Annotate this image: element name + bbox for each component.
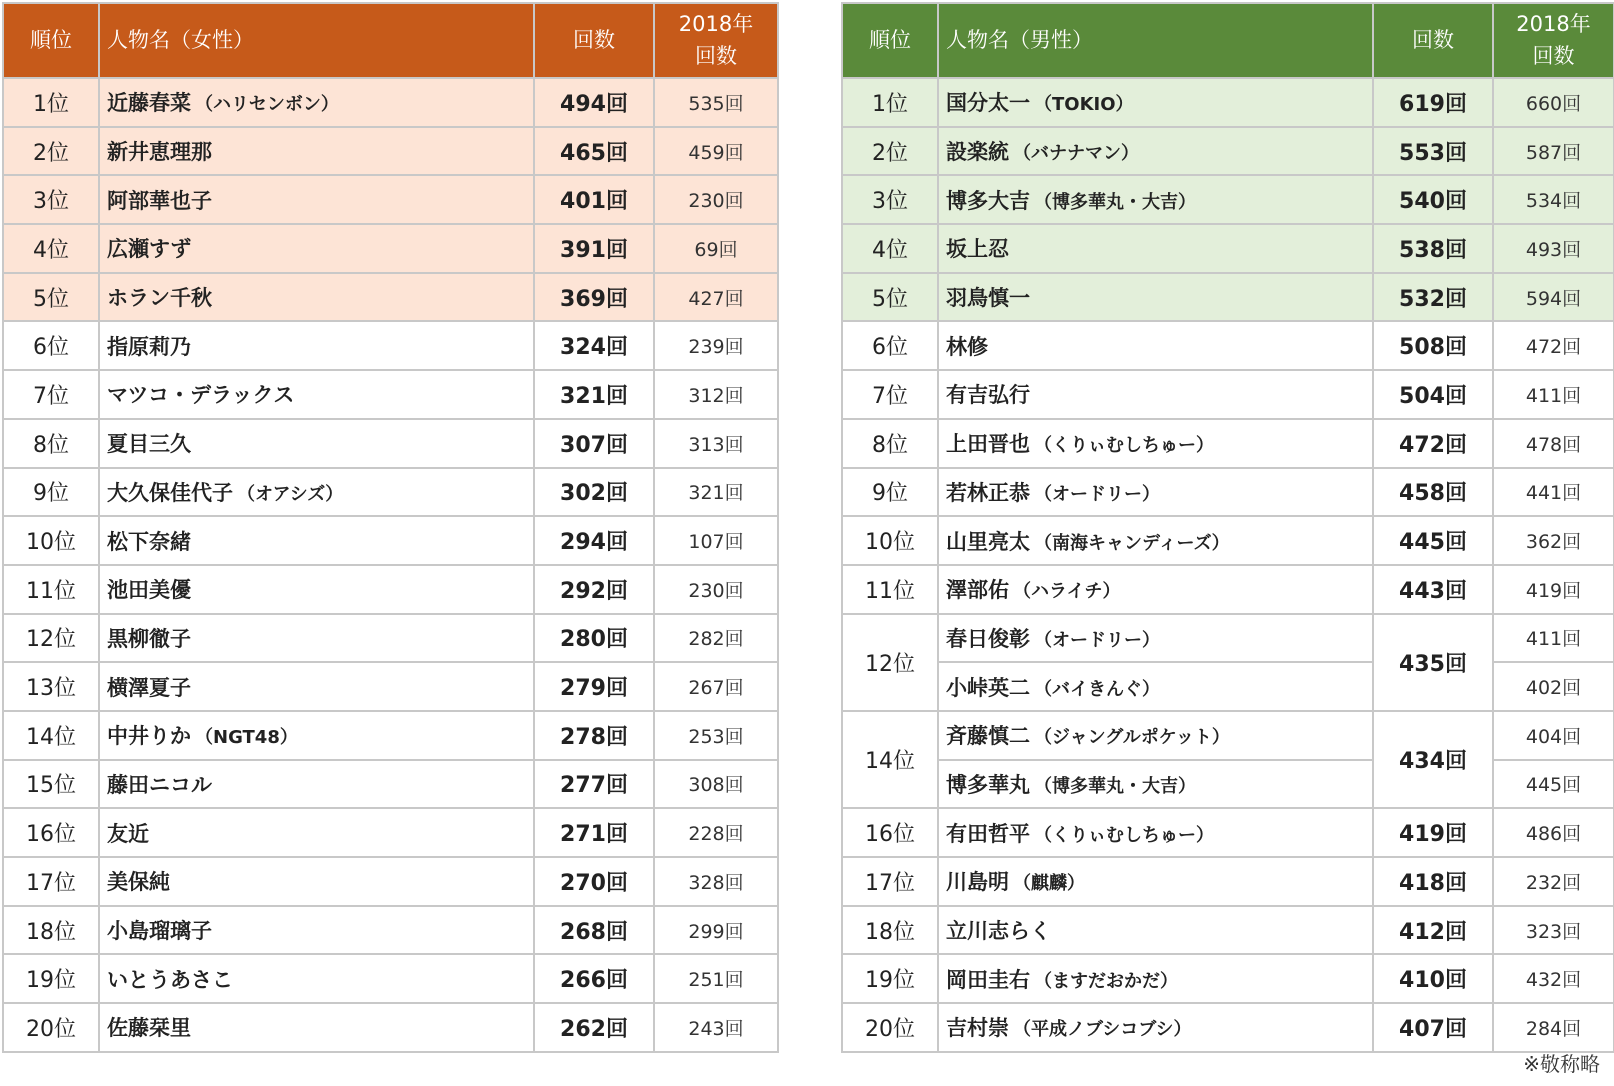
table-row <box>3 565 778 614</box>
person-name: 澤部佑 <box>946 578 1009 603</box>
name-cell <box>938 565 1373 614</box>
person-name: 羽鳥慎一 <box>946 286 1030 311</box>
prev-year-count-cell: 232回 <box>1493 857 1614 906</box>
table-row <box>3 857 778 906</box>
name-cell <box>938 370 1373 419</box>
count-cell: 540回 <box>1373 175 1493 224</box>
name-cell <box>99 614 534 663</box>
prev-year-count-cell: 323回 <box>1493 906 1614 955</box>
name-cell <box>938 516 1373 565</box>
name-cell <box>99 175 534 224</box>
person-name: 小峠英二 <box>946 675 1030 700</box>
name-cell <box>99 808 534 857</box>
affiliation: （くりぃむしちゅー） <box>1034 435 1214 457</box>
count-cell: 294回 <box>534 516 654 565</box>
prev-year-count-cell: 230回 <box>654 175 778 224</box>
rank-cell: 15位 <box>3 760 99 809</box>
rank-cell: 16位 <box>842 808 938 857</box>
prev-year-count-cell: 472回 <box>1493 321 1614 370</box>
person-name: 山里亮太 <box>946 529 1030 554</box>
table-row <box>3 273 778 322</box>
rank-cell: 18位 <box>842 906 938 955</box>
count-cell: 401回 <box>534 175 654 224</box>
name-cell <box>99 127 534 176</box>
prev-year-count-cell: 478回 <box>1493 419 1614 468</box>
rank-cell: 10位 <box>842 516 938 565</box>
table-row <box>3 760 778 809</box>
count-cell: 391回 <box>534 224 654 273</box>
prev-year-count-cell: 313回 <box>654 419 778 468</box>
person-name: マツコ・デラックス <box>107 383 295 408</box>
name-cell <box>99 760 534 809</box>
affiliation: （ますだおかだ） <box>1034 970 1178 992</box>
table-row <box>3 906 778 955</box>
name-cell <box>99 711 534 760</box>
prev-year-count-cell: 228回 <box>654 808 778 857</box>
prev-year-count-cell: 432回 <box>1493 954 1614 1003</box>
prev-year-count-cell: 362回 <box>1493 516 1614 565</box>
name-cell <box>938 906 1373 955</box>
affiliation: （ハライチ） <box>1013 581 1121 603</box>
count-cell: 270回 <box>534 857 654 906</box>
affiliation: （NGT48） <box>195 727 298 749</box>
table-row <box>842 516 1614 565</box>
person-name: 横澤夏子 <box>107 675 191 700</box>
rank-cell: 19位 <box>842 954 938 1003</box>
table-row <box>3 1003 778 1052</box>
rank-cell: 20位 <box>842 1003 938 1052</box>
name-cell <box>938 273 1373 322</box>
prev-year-count-cell: 312回 <box>654 370 778 419</box>
person-name: 松下奈緒 <box>107 529 191 554</box>
footnote: ※敬称略 <box>1523 1052 1600 1076</box>
name-header: 人物名（女性） <box>99 3 534 78</box>
prev-year-count-cell: 660回 <box>1493 78 1614 127</box>
rank-cell: 4位 <box>3 224 99 273</box>
affiliation: （くりぃむしちゅー） <box>1034 824 1214 846</box>
prev-year-count-cell: 445回 <box>1493 760 1614 809</box>
count-cell: 324回 <box>534 321 654 370</box>
name-cell <box>99 516 534 565</box>
name-cell <box>99 565 534 614</box>
rank-cell: 9位 <box>3 468 99 517</box>
name-cell <box>938 78 1373 127</box>
table-row <box>3 516 778 565</box>
name-cell <box>938 175 1373 224</box>
name-cell <box>99 321 534 370</box>
count-cell: 268回 <box>534 906 654 955</box>
men-header-row <box>842 3 1614 78</box>
rank-cell: 13位 <box>3 662 99 711</box>
table-row <box>3 78 778 127</box>
person-name: 坂上忍 <box>946 237 1009 262</box>
prev-year-count-cell: 402回 <box>1493 662 1614 711</box>
prev-year-count-cell: 253回 <box>654 711 778 760</box>
rank-cell: 2位 <box>842 127 938 176</box>
name-header: 人物名（男性） <box>938 3 1373 78</box>
count-cell: 280回 <box>534 614 654 663</box>
name-cell <box>99 468 534 517</box>
name-cell <box>938 224 1373 273</box>
prev-year-count-cell: 321回 <box>654 468 778 517</box>
affiliation: （TOKIO） <box>1034 94 1134 116</box>
rank-cell: 7位 <box>3 370 99 419</box>
count-cell: 435回 <box>1373 614 1493 711</box>
table-row <box>3 468 778 517</box>
affiliation: （オードリー） <box>1034 629 1160 651</box>
count-cell: 465回 <box>534 127 654 176</box>
name-cell <box>99 224 534 273</box>
person-name: 有吉弘行 <box>946 383 1030 408</box>
count-cell: 445回 <box>1373 516 1493 565</box>
person-name: 新井恵理那 <box>107 140 212 165</box>
rank-cell: 1位 <box>3 78 99 127</box>
prev-year-count-cell: 267回 <box>654 662 778 711</box>
person-name: 近藤春菜 <box>107 91 191 116</box>
person-name: 吉村崇 <box>946 1016 1009 1041</box>
name-cell <box>99 273 534 322</box>
name-cell <box>99 954 534 1003</box>
person-name: 小島瑠璃子 <box>107 919 212 944</box>
prev-year-count-cell: 535回 <box>654 78 778 127</box>
prev-year-label: 2018年 <box>678 12 754 36</box>
prev-year-count-cell: 594回 <box>1493 273 1614 322</box>
name-cell <box>938 419 1373 468</box>
prev-year-count-cell: 284回 <box>1493 1003 1614 1052</box>
prev-year-count-cell: 411回 <box>1493 614 1614 663</box>
person-name: 岡田圭右 <box>946 967 1030 992</box>
prev-year-count-cell: 239回 <box>654 321 778 370</box>
table-row <box>842 906 1614 955</box>
count-cell: 494回 <box>534 78 654 127</box>
person-name: 阿部華也子 <box>107 188 212 213</box>
prev-year-label: 2018年 <box>1516 12 1591 36</box>
name-cell <box>938 760 1373 809</box>
name-cell <box>938 1003 1373 1052</box>
women-ranking-table <box>2 2 779 1053</box>
table-row <box>842 224 1614 273</box>
affiliation: （ハリセンボン） <box>195 94 339 116</box>
name-cell <box>99 370 534 419</box>
person-name: 中井りか <box>107 724 191 749</box>
count-cell: 302回 <box>534 468 654 517</box>
rank-header: 順位 <box>3 3 99 78</box>
rank-cell: 3位 <box>842 175 938 224</box>
name-cell <box>938 857 1373 906</box>
rank-cell: 8位 <box>3 419 99 468</box>
person-name: 川島明 <box>946 870 1009 895</box>
count-cell: 266回 <box>534 954 654 1003</box>
count-cell: 508回 <box>1373 321 1493 370</box>
name-cell <box>938 127 1373 176</box>
affiliation: （南海キャンディーズ） <box>1034 532 1230 554</box>
rank-cell: 18位 <box>3 906 99 955</box>
name-cell <box>99 662 534 711</box>
table-row <box>842 565 1614 614</box>
person-name: 藤田ニコル <box>107 772 212 797</box>
rank-cell: 1位 <box>842 78 938 127</box>
person-name: 若林正恭 <box>946 480 1030 505</box>
person-name: 指原莉乃 <box>107 334 191 359</box>
rank-cell: 17位 <box>842 857 938 906</box>
prev-year-count-cell: 243回 <box>654 1003 778 1052</box>
person-name: 佐藤栞里 <box>107 1016 191 1041</box>
rank-cell: 19位 <box>3 954 99 1003</box>
person-name: 国分太一 <box>946 91 1030 116</box>
prev-year-header <box>1493 3 1614 78</box>
table-row <box>3 321 778 370</box>
count-cell: 504回 <box>1373 370 1493 419</box>
rank-cell: 3位 <box>3 175 99 224</box>
rank-cell: 10位 <box>3 516 99 565</box>
table-row <box>3 711 778 760</box>
women-header-row <box>3 3 778 78</box>
prev-year-count-cell: 441回 <box>1493 468 1614 517</box>
person-name: 有田哲平 <box>946 821 1030 846</box>
prev-unit-label: 回数 <box>695 43 737 68</box>
rank-cell: 5位 <box>3 273 99 322</box>
person-name: 春日俊彰 <box>946 626 1030 651</box>
person-name: 林修 <box>946 334 988 359</box>
rank-cell: 14位 <box>3 711 99 760</box>
name-cell <box>99 906 534 955</box>
table-row <box>842 1003 1614 1052</box>
rank-cell: 2位 <box>3 127 99 176</box>
name-cell <box>938 614 1373 663</box>
prev-year-count-cell: 107回 <box>654 516 778 565</box>
count-cell: 412回 <box>1373 906 1493 955</box>
table-row <box>842 127 1614 176</box>
count-cell: 407回 <box>1373 1003 1493 1052</box>
name-cell <box>938 711 1373 760</box>
prev-year-count-cell: 493回 <box>1493 224 1614 273</box>
affiliation: （バイきんぐ） <box>1034 678 1160 700</box>
count-cell: 262回 <box>534 1003 654 1052</box>
name-cell <box>938 321 1373 370</box>
prev-year-count-cell: 534回 <box>1493 175 1614 224</box>
count-cell: 434回 <box>1373 711 1493 808</box>
table-row <box>3 614 778 663</box>
person-name: 斉藤慎二 <box>946 724 1030 749</box>
count-cell: 321回 <box>534 370 654 419</box>
table-row <box>842 662 1614 711</box>
rank-cell: 11位 <box>3 565 99 614</box>
prev-year-count-cell: 282回 <box>654 614 778 663</box>
count-header: 回数 <box>1373 3 1493 78</box>
table-row <box>842 857 1614 906</box>
table-row <box>842 78 1614 127</box>
count-cell: 277回 <box>534 760 654 809</box>
name-cell <box>99 78 534 127</box>
affiliation: （ジャングルポケット） <box>1034 727 1230 749</box>
person-name: 上田晋也 <box>946 432 1030 457</box>
table-row <box>842 321 1614 370</box>
prev-year-count-cell: 459回 <box>654 127 778 176</box>
prev-year-count-cell: 230回 <box>654 565 778 614</box>
count-cell: 532回 <box>1373 273 1493 322</box>
prev-unit-label: 回数 <box>1532 43 1575 68</box>
name-cell <box>938 468 1373 517</box>
affiliation: （バナナマン） <box>1013 143 1139 165</box>
name-cell <box>938 954 1373 1003</box>
rank-cell: 5位 <box>842 273 938 322</box>
table-row <box>842 419 1614 468</box>
rank-cell: 12位 <box>3 614 99 663</box>
person-name: 広瀬すず <box>107 237 192 262</box>
rank-header: 順位 <box>842 3 938 78</box>
person-name: いとうあさこ <box>107 967 233 992</box>
rank-cell: 7位 <box>842 370 938 419</box>
person-name: 池田美優 <box>107 578 191 603</box>
affiliation: （博多華丸・大吉） <box>1034 191 1196 213</box>
count-cell: 419回 <box>1373 808 1493 857</box>
count-cell: 553回 <box>1373 127 1493 176</box>
rank-cell: 4位 <box>842 224 938 273</box>
rank-cell: 9位 <box>842 468 938 517</box>
rank-cell: 8位 <box>842 419 938 468</box>
affiliation: （麒麟） <box>1013 873 1085 895</box>
table-row <box>842 760 1614 809</box>
count-cell: 619回 <box>1373 78 1493 127</box>
name-cell <box>99 1003 534 1052</box>
prev-year-count-cell: 411回 <box>1493 370 1614 419</box>
table-row <box>3 954 778 1003</box>
person-name: 博多華丸 <box>946 772 1030 797</box>
prev-year-count-cell: 404回 <box>1493 711 1614 760</box>
rank-cell: 17位 <box>3 857 99 906</box>
count-cell: 472回 <box>1373 419 1493 468</box>
table-row <box>3 224 778 273</box>
table-row <box>3 662 778 711</box>
name-cell <box>99 857 534 906</box>
table-row <box>842 954 1614 1003</box>
men-ranking-table <box>841 2 1614 1053</box>
table-row <box>3 127 778 176</box>
count-cell: 458回 <box>1373 468 1493 517</box>
affiliation: （博多華丸・大吉） <box>1034 775 1196 797</box>
count-cell: 418回 <box>1373 857 1493 906</box>
prev-year-header <box>654 3 778 78</box>
rank-cell: 12位 <box>842 614 938 711</box>
count-header: 回数 <box>534 3 654 78</box>
count-cell: 410回 <box>1373 954 1493 1003</box>
person-name: 美保純 <box>107 870 170 895</box>
rank-cell: 6位 <box>842 321 938 370</box>
person-name: 夏目三久 <box>107 432 191 457</box>
name-cell <box>938 662 1373 711</box>
table-row <box>842 614 1614 663</box>
prev-year-count-cell: 486回 <box>1493 808 1614 857</box>
prev-year-count-cell: 251回 <box>654 954 778 1003</box>
person-name: 友近 <box>107 821 149 846</box>
affiliation: （オードリー） <box>1034 483 1160 505</box>
count-cell: 292回 <box>534 565 654 614</box>
person-name: ホラン千秋 <box>107 286 212 311</box>
prev-year-count-cell: 427回 <box>654 273 778 322</box>
affiliation: （オアシズ） <box>237 483 344 505</box>
table-row <box>3 419 778 468</box>
table-row <box>842 273 1614 322</box>
count-cell: 279回 <box>534 662 654 711</box>
prev-year-count-cell: 308回 <box>654 760 778 809</box>
count-cell: 278回 <box>534 711 654 760</box>
prev-year-count-cell: 328回 <box>654 857 778 906</box>
name-cell <box>938 808 1373 857</box>
rank-cell: 14位 <box>842 711 938 808</box>
table-row <box>842 175 1614 224</box>
rank-cell: 6位 <box>3 321 99 370</box>
table-row <box>842 468 1614 517</box>
table-row <box>3 175 778 224</box>
person-name: 立川志らく <box>946 919 1051 944</box>
rank-cell: 20位 <box>3 1003 99 1052</box>
count-cell: 538回 <box>1373 224 1493 273</box>
person-name: 設楽統 <box>946 140 1009 165</box>
person-name: 博多大吉 <box>946 188 1030 213</box>
table-row <box>3 370 778 419</box>
prev-year-count-cell: 69回 <box>654 224 778 273</box>
person-name: 黒柳徹子 <box>107 626 191 651</box>
prev-year-count-cell: 419回 <box>1493 565 1614 614</box>
person-name: 大久保佳代子 <box>107 480 233 505</box>
count-cell: 369回 <box>534 273 654 322</box>
affiliation: （平成ノブシコブシ） <box>1013 1019 1192 1041</box>
count-cell: 307回 <box>534 419 654 468</box>
count-cell: 443回 <box>1373 565 1493 614</box>
table-row <box>3 808 778 857</box>
table-row <box>842 370 1614 419</box>
rank-cell: 11位 <box>842 565 938 614</box>
name-cell <box>99 419 534 468</box>
prev-year-count-cell: 299回 <box>654 906 778 955</box>
count-cell: 271回 <box>534 808 654 857</box>
table-row <box>842 808 1614 857</box>
table-row <box>842 711 1614 760</box>
rank-cell: 16位 <box>3 808 99 857</box>
prev-year-count-cell: 587回 <box>1493 127 1614 176</box>
